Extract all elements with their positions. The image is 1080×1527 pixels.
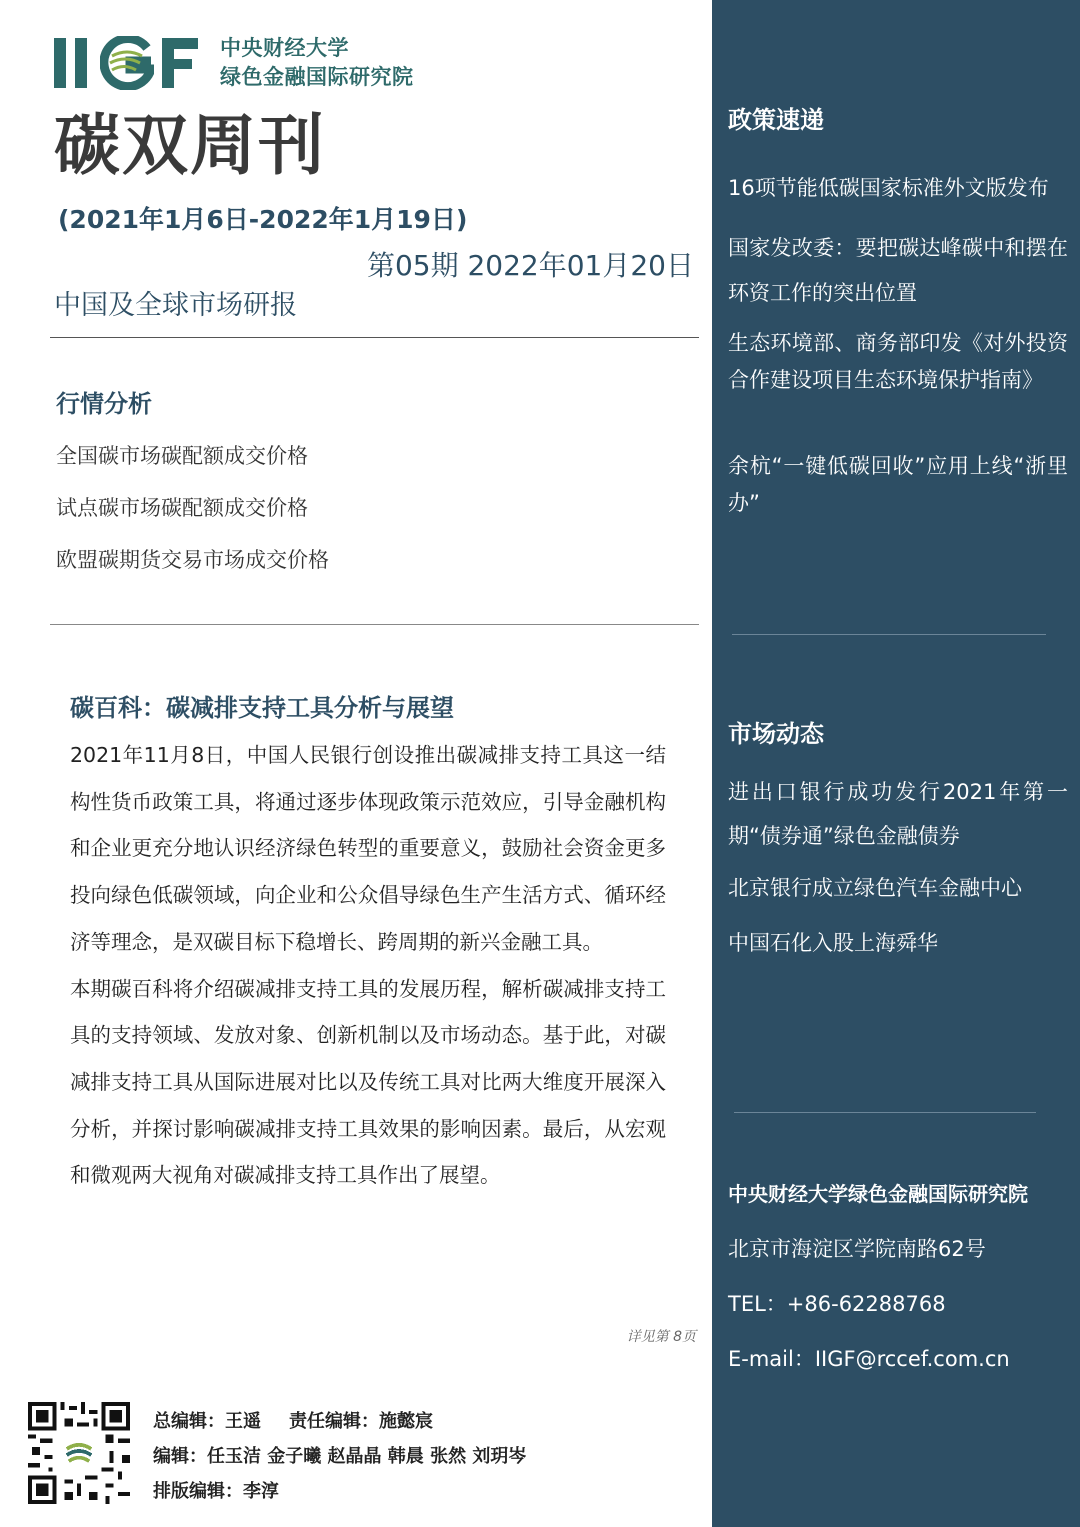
layout-editor: 排版编辑：李淳 bbox=[153, 1481, 279, 1502]
publication-subtitle: 中国及全球市场研报 bbox=[54, 290, 297, 321]
analysis-item[interactable]: 试点碳市场碳配额成交价格 bbox=[56, 496, 308, 520]
editor-row bbox=[153, 1439, 554, 1474]
article-paragraph: 本期碳百科将介绍碳减排支持工具的发展历程，解析碳减排支持工具的支持领域、发放对象、创新机制以及市场动态。基于此，对碳减排支持工具从国际进展对比以及传统工具对比两大维度开展深入分析，并探讨影响碳减排支持工具效果的影响因素。最后，从宏观和微观两大视角对碳减排支持工具作出了展望。 bbox=[70, 976, 666, 1188]
logo-letter-i bbox=[75, 38, 87, 88]
policy-item[interactable]: 16项节能低碳国家标准外文版发布 bbox=[728, 176, 1049, 200]
article-paragraph: 2021年11月8日，中国人民银行创设推出碳减排支持工具这一结构性货币政策工具，将通过逐步体现政策示范效应，引导金融机构和企业更充分地认识经济绿色转型的重要意义，鼓励社会资金更多投向绿色低碳领域，向企业和公众倡导绿色生产生活方式、循环经济等理念，是双碳目标下稳增长、跨周期的新兴金融工具。 bbox=[70, 743, 666, 954]
iigf-logo bbox=[54, 34, 414, 92]
logo-g-globe-icon bbox=[100, 36, 154, 90]
contact-address: 北京市海淀区学院南路62号 bbox=[728, 1237, 986, 1261]
editor-row bbox=[153, 1404, 554, 1439]
policy-item[interactable]: 余杭“一键低碳回收”应用上线“浙里办” bbox=[728, 454, 1068, 515]
contact-tel: TEL：+86-62288768 bbox=[728, 1292, 946, 1316]
logo-mark bbox=[54, 36, 202, 90]
logo-letter-f bbox=[162, 38, 202, 88]
analysis-item[interactable]: 欧盟碳期货交易市场成交价格 bbox=[56, 548, 329, 572]
responsible-editor: 责任编辑：施懿宸 bbox=[289, 1411, 433, 1432]
org-name-line2: 绿色金融国际研究院 bbox=[220, 65, 414, 89]
divider bbox=[50, 624, 699, 625]
editor-row bbox=[153, 1474, 554, 1509]
policy-heading: 政策速递 bbox=[728, 106, 824, 134]
org-name-line1: 中央财经大学 bbox=[220, 36, 349, 60]
analysis-list bbox=[56, 440, 329, 596]
issue-number-date: 第05期 2022年01月20日 bbox=[366, 249, 694, 282]
market-heading: 市场动态 bbox=[728, 720, 824, 748]
chief-editor: 总编辑：王遥 bbox=[153, 1411, 261, 1432]
org-name bbox=[220, 34, 414, 92]
analysis-heading: 行情分析 bbox=[56, 390, 152, 418]
article-title: 碳百科：碳减排支持工具分析与展望 bbox=[70, 694, 454, 722]
qr-code-icon bbox=[28, 1402, 130, 1504]
editors-list: 编辑：任玉洁 金子曦 赵晶晶 韩晨 张然 刘玥岑 bbox=[153, 1446, 527, 1467]
sidebar-divider bbox=[732, 634, 1046, 635]
contact-org: 中央财经大学绿色金融国际研究院 bbox=[728, 1182, 1028, 1206]
analysis-item[interactable]: 全国碳市场碳配额成交价格 bbox=[56, 444, 308, 468]
market-item[interactable]: 进出口银行成功发行2021年第一期“债券通”绿色金融债券 bbox=[728, 780, 1068, 848]
policy-item[interactable]: 国家发改委：要把碳达峰碳中和摆在环资工作的突出位置 bbox=[728, 236, 1068, 305]
logo-letter-i bbox=[54, 38, 66, 88]
sidebar-divider bbox=[734, 1112, 1036, 1113]
divider bbox=[50, 337, 699, 338]
market-item[interactable]: 中国石化入股上海舜华 bbox=[728, 931, 938, 955]
sidebar bbox=[712, 0, 1080, 1527]
editor-credits bbox=[153, 1404, 554, 1509]
policy-item[interactable]: 生态环境部、商务部印发《对外投资合作建设项目生态环境保护指南》 bbox=[728, 331, 1068, 392]
publication-title: 碳双周刊 bbox=[54, 107, 326, 184]
article-body bbox=[70, 732, 666, 1199]
see-more-page[interactable]: 详见第 8页 bbox=[626, 1329, 696, 1345]
market-item[interactable]: 北京银行成立绿色汽车金融中心 bbox=[728, 876, 1022, 900]
date-range: (2021年1月6日-2022年1月19日) bbox=[58, 205, 468, 234]
contact-email[interactable]: E-mail：IIGF@rccef.com.cn bbox=[728, 1347, 1010, 1371]
